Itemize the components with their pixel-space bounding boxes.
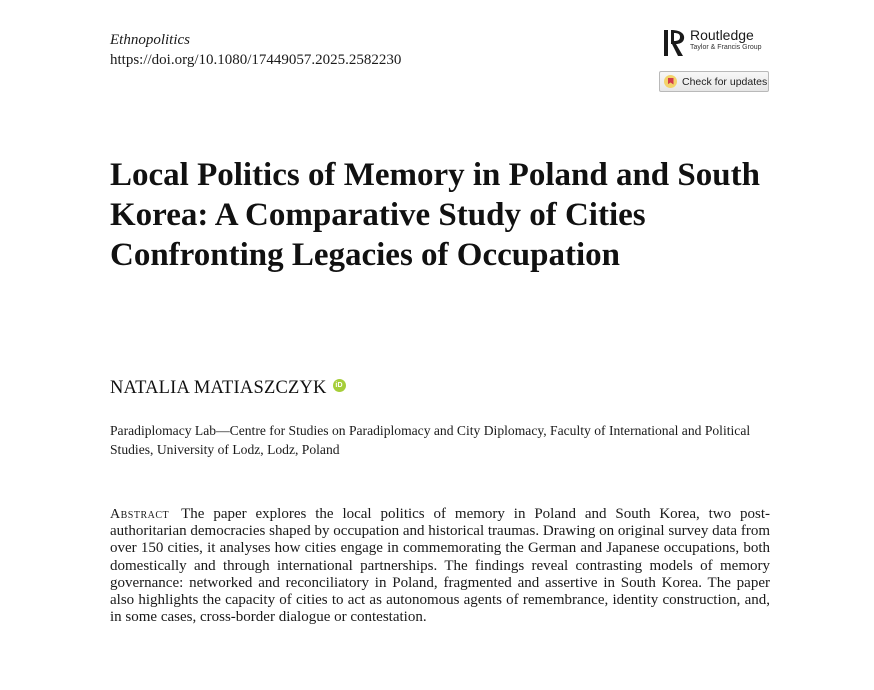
journal-name: Ethnopolitics (110, 32, 190, 48)
orcid-icon[interactable]: iD (333, 379, 346, 392)
abstract (110, 506, 770, 626)
article-title: Local Politics of Memory in Poland and South Korea: A Comparative Study of Cities Confronting Legacies of Occupation (110, 157, 760, 273)
doi-link[interactable]: https://doi.org/10.1080/17449057.2025.2582230 (110, 52, 402, 68)
publisher-name: Routledge (690, 27, 754, 43)
author-line (110, 378, 346, 399)
author-name: NATALIA MATIASZCZYK (110, 378, 327, 398)
publisher-logo (664, 28, 774, 58)
check-for-updates-label: Check for updates (682, 75, 768, 88)
check-for-updates-button[interactable] (659, 71, 769, 92)
routledge-r-icon (664, 28, 686, 58)
abstract-label: Abstract (110, 507, 170, 522)
abstract-text: The paper explores the local politics of memory in Poland and South Korea, two post-authoritarian democracies shaped by occupation and historical traumas. Drawing on original survey data from over 150 cities, it analyses how cities engage in commemorating the German and Japanese occupations, both domestically and through international partnerships. The findings reveal contrasting models of memory governance: networked and reconciliatory in Poland, fragmented and assertive in South Korea. The paper also highlights the capacity of cities to act as autonomous agents of remembrance, identity construction, and, in some cases, cross-border dialogue or contestation. (110, 506, 770, 626)
journal-header (110, 30, 401, 70)
author-affiliation: Paradiplomacy Lab—Centre for Studies on Paradiplomacy and City Diplomacy, Faculty of International and Political Studies, University of Lodz, Lodz, Poland (110, 423, 751, 457)
publisher-group: Taylor & Francis Group (690, 44, 762, 51)
crossmark-icon (664, 75, 677, 88)
